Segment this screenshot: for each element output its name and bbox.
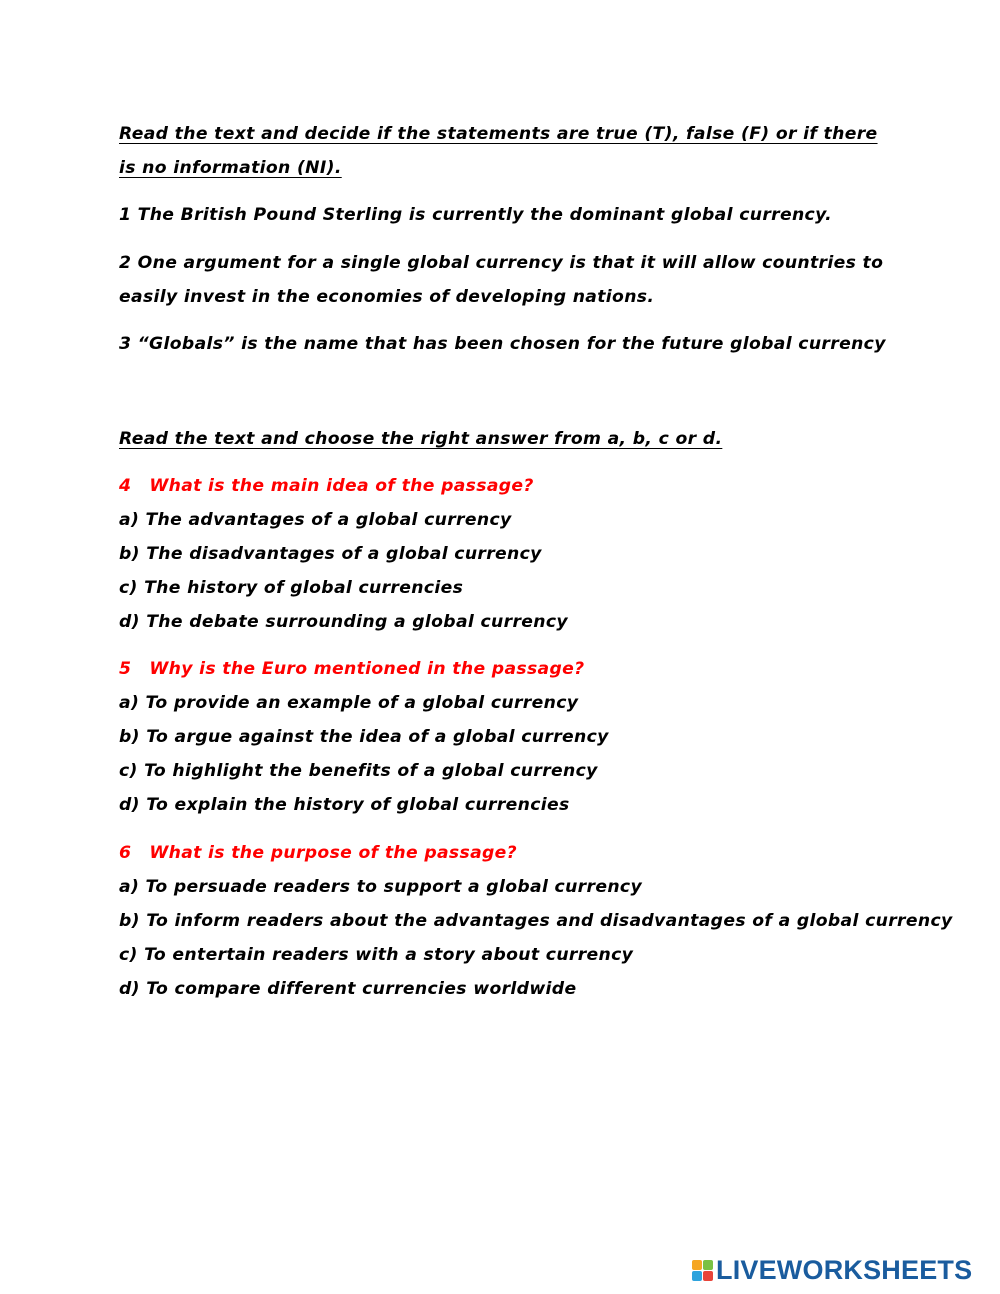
statement-2-line1: 2 One argument for a single global currency is that it will allow countries to [119, 253, 884, 273]
liveworksheets-logo[interactable] [692, 1255, 972, 1285]
statement-2-line2: easily invest in the economies of developing nations. [119, 287, 655, 307]
option-6a: a) To persuade readers to support a global currency [119, 877, 642, 897]
liveworksheets-logo-icon [692, 1260, 713, 1281]
question-6 [119, 841, 517, 865]
option-4d: d) The debate surrounding a global currency [119, 612, 568, 632]
section1-instruction-line2: is no information (NI). [119, 158, 342, 178]
option-6b: b) To inform readers about the advantages and disadvantages of a global currency [119, 911, 953, 931]
statement-3: 3 “Globals” is the name that has been chosen for the future global currency [119, 334, 886, 354]
question-5 [119, 657, 584, 681]
option-5d: d) To explain the history of global currencies [119, 795, 570, 815]
option-5c: c) To highlight the benefits of a global currency [119, 761, 598, 781]
question-number: 6 [119, 843, 132, 863]
option-6c: c) To entertain readers with a story about currency [119, 945, 634, 965]
section2-instruction: Read the text and choose the right answer from a, b, c or d. [119, 429, 723, 449]
logo-square [692, 1271, 702, 1281]
option-6d: d) To compare different currencies worldwide [119, 979, 577, 999]
section1-instruction-line1: Read the text and decide if the statements are true (T), false (F) or if there [119, 124, 878, 144]
statement-1: 1 The British Pound Sterling is currently the dominant global currency. [119, 205, 832, 225]
option-4b: b) The disadvantages of a global currency [119, 544, 542, 564]
logo-square [703, 1260, 713, 1270]
option-4c: c) The history of global currencies [119, 578, 464, 598]
question-text: What is the purpose of the passage? [149, 843, 518, 863]
logo-square [692, 1260, 702, 1270]
logo-square [703, 1271, 713, 1281]
option-5a: a) To provide an example of a global currency [119, 693, 579, 713]
option-4a: a) The advantages of a global currency [119, 510, 512, 530]
question-4 [119, 474, 534, 498]
logo-text: LIVEWORKSHEETS [716, 1255, 973, 1285]
option-5b: b) To argue against the idea of a global currency [119, 727, 609, 747]
question-number: 5 [119, 659, 132, 679]
question-text: Why is the Euro mentioned in the passage? [149, 659, 585, 679]
question-number: 4 [119, 476, 132, 496]
question-text: What is the main idea of the passage? [149, 476, 534, 496]
